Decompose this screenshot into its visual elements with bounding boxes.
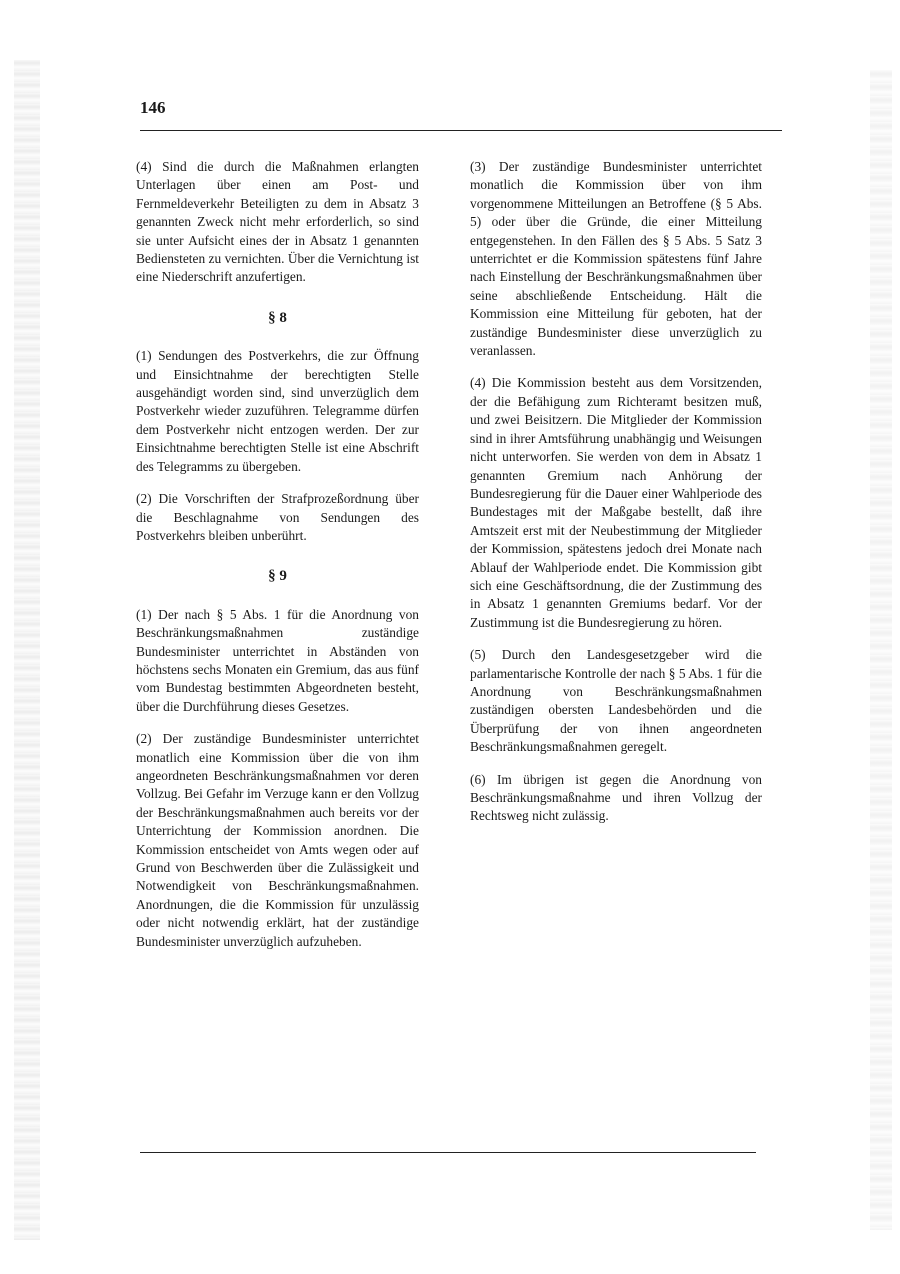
scan-edge-right xyxy=(870,70,892,1230)
right-column xyxy=(470,158,762,840)
scan-edge-left xyxy=(14,60,40,1240)
paragraph-8-1: (1) Sendungen des Postverkehrs, die zur Öffnung und Einsichtnahme der berechtigten Stelle ausgehändigt worden sind, sind unverzüglich dem Postverkehr wieder zuzuführen. Telegramme dürfen dem Postverkehr nicht entzogen werden. Der zur Einsichtnahme berechtigten Stelle ist eine Abschrift des Telegramms zu übergeben. xyxy=(136,348,419,474)
paragraph-9-5: (5) Durch den Landesgesetzgeber wird die parlamentarische Kontrolle der nach § 5 Abs. 1 für die Anordnung von Beschränkungsmaßnahmen zuständigen obersten Landesbehörden und die Überprüfung der von ihnen angeordneten Beschränkungsmaßnahmen geregelt. xyxy=(470,647,762,755)
paragraph-9-4: (4) Die Kommission besteht aus dem Vorsitzenden, der die Befähigung zum Richteramt besitzen muß, und zwei Beisitzern. Die Mitglieder der Kommission sind in ihrer Amtsführung unabhängig und Weisungen nicht unterworfen. Sie werden von dem in Absatz 1 genannten Gremium nach Anhörung der Bundesregierung für die Dauer einer Wahlperiode des Bundestages mit der Maßgabe bestellt, daß ihre Amtszeit erst mit der Neubestimmung der Mitglieder der Kommission, spätestens jedoch drei Monate nach Ablauf der Wahlperiode endet. Die Kommission gibt sich eine Geschäftsordnung, die der Zustimmung des in Absatz 1 genannten Gremiums bedarf. Vor der Zustimmung ist die Bundesregierung zu hören. xyxy=(470,375,762,630)
paragraph-9-6: (6) Im übrigen ist gegen die Anordnung von Beschränkungsmaßnahme und ihren Vollzug der Rechtsweg nicht zulässig. xyxy=(470,771,762,824)
section-heading-9: § 9 xyxy=(268,568,287,585)
paragraph-7-4: (4) Sind die durch die Maßnahmen erlangten Unterlagen über einen am Post- und Fernmeldeverkehr Beteiligten zu dem in Absatz 3 genannten Zweck nicht mehr erforderlich, so sind sie unter Aufsicht eines der in Absatz 1 genannten Bediensteten zu vernichten. Über die Vernichtung ist eine Niederschrift anzufertigen. xyxy=(136,159,419,285)
paragraph-9-1: (1) Der nach § 5 Abs. 1 für die Anordnung von Beschränkungsmaßnahmen zuständige Bundesminister unterrichtet in Abständen von höchstens sechs Monaten ein Gremium, das aus fünf vom Bundestag bestimmten Abgeordneten besteht, über die Durchführung dieses Gesetzes. xyxy=(136,606,419,714)
paragraph-9-2: (2) Der zuständige Bundesminister unterrichtet monatlich eine Kommission über die von ihm angeordneten Beschränkungsmaßnahmen vor deren Vollzug. Bei Gefahr im Verzuge kann er den Vollzug der Beschränkungsmaßnahmen auch bereits vor der Unterrichtung der Kommission anordnen. Die Kommission entscheidet von Amts wegen oder auf Grund von Beschwerden über die Zulässigkeit und Notwendigkeit von Beschränkungsmaßnahmen. Anordnungen, die die Kommission für unzulässig oder nicht notwendig erklärt, hat der zuständige Bundesminister unverzüglich aufzuheben. xyxy=(136,731,419,949)
top-rule xyxy=(140,130,782,131)
left-column xyxy=(136,158,419,965)
paragraph-9-3: (3) Der zuständige Bundesminister unterrichtet monatlich die Kommission über von ihm vorgenommene Mitteilungen an Betroffene (§ 5 Abs. 5) oder über die Gründe, die einer Mitteilung entgegenstehen. In den Fällen des § 5 Abs. 5 Satz 3 unterrichtet er die Kommission spätestens fünf Jahre nach Einstellung der Beschränkungsmaßnahmen über seine abschließende Entscheidung. Hält die Kommission eine Mitteilung für geboten, hat der zuständige Bundesminister diese unverzüglich zu veranlassen. xyxy=(470,159,762,359)
bottom-rule xyxy=(140,1152,756,1153)
section-heading-8: § 8 xyxy=(268,309,287,326)
page-number: 146 xyxy=(140,98,166,117)
paragraph-8-2: (2) Die Vorschriften der Strafprozeßordnung über die Beschlagnahme von Sendungen des Postverkehrs bleiben unberührt. xyxy=(136,491,419,543)
